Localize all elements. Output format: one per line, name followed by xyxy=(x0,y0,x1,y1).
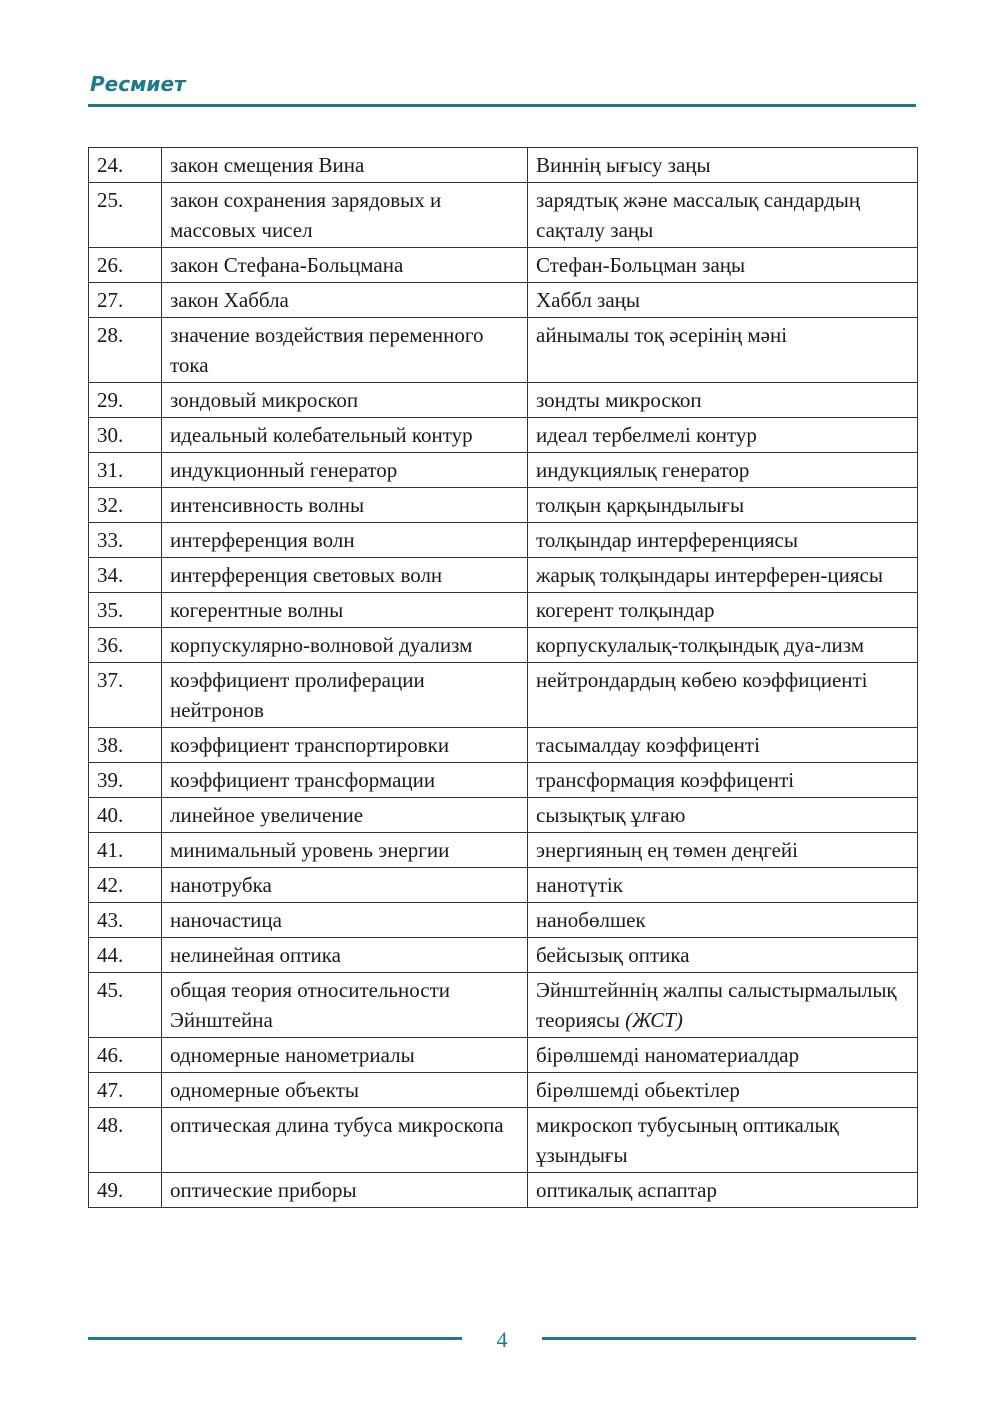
glossary-table xyxy=(88,147,918,1208)
russian-term-cell xyxy=(162,183,528,248)
kazakh-term-cell xyxy=(528,763,918,798)
row-number: 49. xyxy=(97,1178,124,1202)
kazakh-term: нейтрондардың көбею коэффициенті xyxy=(536,668,868,692)
kazakh-term: бірөлшемді наноматериалдар xyxy=(536,1043,800,1067)
table-row xyxy=(89,628,918,663)
table-row xyxy=(89,973,918,1038)
table-row xyxy=(89,318,918,383)
table-row xyxy=(89,148,918,183)
russian-term-cell xyxy=(162,318,528,383)
russian-term-cell xyxy=(162,593,528,628)
running-header-title: Ресмиет xyxy=(90,72,186,96)
russian-term-cell xyxy=(162,488,528,523)
russian-term-cell xyxy=(162,523,528,558)
row-number: 46. xyxy=(97,1043,124,1067)
table-row xyxy=(89,593,918,628)
kazakh-term-cell xyxy=(528,833,918,868)
russian-term: закон Стефана-Больцмана xyxy=(170,253,404,277)
russian-term-cell xyxy=(162,558,528,593)
row-number-cell xyxy=(89,728,162,763)
russian-term: минимальный уровень энергии xyxy=(170,838,450,862)
table-row xyxy=(89,833,918,868)
kazakh-term-cell xyxy=(528,663,918,728)
kazakh-term: корпускулалық-толқындық дуа-лизм xyxy=(536,633,865,657)
row-number-cell xyxy=(89,973,162,1038)
row-number: 39. xyxy=(97,768,124,792)
kazakh-term-cell xyxy=(528,593,918,628)
russian-term: значение воздействия переменного тока xyxy=(170,323,484,377)
kazakh-term-cell xyxy=(528,488,918,523)
row-number-cell xyxy=(89,663,162,728)
row-number: 32. xyxy=(97,493,124,517)
russian-term-cell xyxy=(162,973,528,1038)
kazakh-term-cell xyxy=(528,728,918,763)
row-number: 43. xyxy=(97,908,124,932)
glossary-table-body xyxy=(89,148,918,1208)
russian-term: корпускулярно-волновой дуализм xyxy=(170,633,473,657)
kazakh-term: зондты микроскоп xyxy=(536,388,702,412)
row-number-cell xyxy=(89,523,162,558)
russian-term: когерентные волны xyxy=(170,598,344,622)
table-row xyxy=(89,868,918,903)
russian-term: закон смещения Вина xyxy=(170,153,365,177)
kazakh-term: трансформация коэффиценті xyxy=(536,768,795,792)
row-number-cell xyxy=(89,183,162,248)
table-row xyxy=(89,903,918,938)
russian-term: коэффициент трансформации xyxy=(170,768,436,792)
table-row xyxy=(89,383,918,418)
kazakh-term: Хаббл заңы xyxy=(536,288,641,312)
table-row xyxy=(89,453,918,488)
row-number: 40. xyxy=(97,803,124,827)
table-row xyxy=(89,1038,918,1073)
row-number-cell xyxy=(89,418,162,453)
table-row xyxy=(89,938,918,973)
row-number-cell xyxy=(89,903,162,938)
row-number-cell xyxy=(89,148,162,183)
row-number: 30. xyxy=(97,423,124,447)
russian-term-cell xyxy=(162,383,528,418)
russian-term: нелинейная оптика xyxy=(170,943,341,967)
row-number: 28. xyxy=(97,323,124,347)
row-number-cell xyxy=(89,248,162,283)
kazakh-term: оптикалық аспаптар xyxy=(536,1178,718,1202)
russian-term: коэффициент транспортировки xyxy=(170,733,450,757)
kazakh-term-cell xyxy=(528,283,918,318)
kazakh-term-cell xyxy=(528,903,918,938)
row-number: 44. xyxy=(97,943,124,967)
row-number: 31. xyxy=(97,458,124,482)
kazakh-term-cell xyxy=(528,523,918,558)
row-number-cell xyxy=(89,453,162,488)
kazakh-term-cell xyxy=(528,148,918,183)
russian-term: общая теория относительности Эйнштейна xyxy=(170,978,451,1032)
row-number-cell xyxy=(89,383,162,418)
kazakh-term: нанобөлшек xyxy=(536,908,646,932)
kazakh-term: микроскоп тубусының оптикалық ұзындығы xyxy=(536,1113,839,1167)
kazakh-term-cell xyxy=(528,558,918,593)
row-number: 45. xyxy=(97,978,124,1002)
table-row xyxy=(89,1173,918,1208)
russian-term: интенсивность волны xyxy=(170,493,365,517)
kazakh-term-cell xyxy=(528,318,918,383)
table-row xyxy=(89,283,918,318)
russian-term-cell xyxy=(162,628,528,663)
row-number-cell xyxy=(89,868,162,903)
kazakh-term-cell xyxy=(528,628,918,663)
russian-term: нанотрубка xyxy=(170,873,272,897)
row-number-cell xyxy=(89,1108,162,1173)
kazakh-term: жарық толқындары интерферен-циясы xyxy=(536,563,883,587)
row-number-cell xyxy=(89,318,162,383)
table-row xyxy=(89,183,918,248)
table-row xyxy=(89,728,918,763)
kazakh-term-cell xyxy=(528,938,918,973)
row-number-cell xyxy=(89,1038,162,1073)
table-row xyxy=(89,763,918,798)
row-number: 42. xyxy=(97,873,124,897)
row-number-cell xyxy=(89,628,162,663)
russian-term-cell xyxy=(162,248,528,283)
russian-term: линейное увеличение xyxy=(170,803,364,827)
table-row xyxy=(89,558,918,593)
row-number: 47. xyxy=(97,1078,124,1102)
kazakh-term: нанотүтік xyxy=(536,873,623,897)
row-number-cell xyxy=(89,798,162,833)
kazakh-term: бірөлшемді обьектілер xyxy=(536,1078,740,1102)
russian-term-cell xyxy=(162,663,528,728)
table-row xyxy=(89,248,918,283)
row-number: 24. xyxy=(97,153,124,177)
russian-term: интерференция световых волн xyxy=(170,563,443,587)
row-number-cell xyxy=(89,558,162,593)
row-number: 26. xyxy=(97,253,124,277)
table-row xyxy=(89,798,918,833)
kazakh-term: айнымалы тоқ әсерінің мәні xyxy=(536,323,788,347)
footer-rule-right xyxy=(542,1337,916,1340)
row-number-cell xyxy=(89,763,162,798)
russian-term: закон сохранения зарядовых и массовых чисел xyxy=(170,188,442,242)
kazakh-term-cell xyxy=(528,183,918,248)
row-number: 27. xyxy=(97,288,124,312)
russian-term-cell xyxy=(162,868,528,903)
row-number-cell xyxy=(89,1073,162,1108)
kazakh-term-cell xyxy=(528,1108,918,1173)
russian-term: закон Хаббла xyxy=(170,288,289,312)
row-number-cell xyxy=(89,593,162,628)
footer-rule-left xyxy=(88,1337,462,1340)
russian-term-cell xyxy=(162,1038,528,1073)
table-row xyxy=(89,1073,918,1108)
russian-term: оптические приборы xyxy=(170,1178,357,1202)
kazakh-term-cell xyxy=(528,1173,918,1208)
russian-term: коэффициент пролиферации нейтронов xyxy=(170,668,425,722)
row-number: 33. xyxy=(97,528,124,552)
kazakh-term-cell xyxy=(528,1038,918,1073)
row-number: 25. xyxy=(97,188,124,212)
russian-term-cell xyxy=(162,148,528,183)
table-row xyxy=(89,488,918,523)
table-row xyxy=(89,523,918,558)
row-number-cell xyxy=(89,1173,162,1208)
russian-term: наночастица xyxy=(170,908,282,932)
row-number-cell xyxy=(89,488,162,523)
kazakh-term: энергияның ең төмен деңгейі xyxy=(536,838,798,862)
row-number: 36. xyxy=(97,633,124,657)
row-number: 48. xyxy=(97,1113,124,1137)
russian-term-cell xyxy=(162,938,528,973)
russian-term: зондовый микроскоп xyxy=(170,388,359,412)
row-number-cell xyxy=(89,938,162,973)
russian-term-cell xyxy=(162,903,528,938)
table-row xyxy=(89,418,918,453)
kazakh-term: бейсызық оптика xyxy=(536,943,690,967)
abbreviation: (ЖСТ) xyxy=(625,1008,683,1032)
kazakh-term-cell xyxy=(528,868,918,903)
kazakh-term-cell xyxy=(528,383,918,418)
header-rule xyxy=(88,104,916,107)
row-number: 29. xyxy=(97,388,124,412)
kazakh-term: индукциялық генератор xyxy=(536,458,750,482)
kazakh-term: зарядтық және массалық сандардың сақталу заңы xyxy=(536,188,861,242)
kazakh-term-cell xyxy=(528,973,918,1038)
kazakh-term: идеал тербелмелі контур xyxy=(536,423,757,447)
russian-term-cell xyxy=(162,1108,528,1173)
russian-term-cell xyxy=(162,833,528,868)
kazakh-term: Стефан-Больцман заңы xyxy=(536,253,746,277)
kazakh-term-cell xyxy=(528,453,918,488)
kazakh-term: толқындар интерференциясы xyxy=(536,528,798,552)
row-number-cell xyxy=(89,833,162,868)
russian-term-cell xyxy=(162,763,528,798)
table-row xyxy=(89,663,918,728)
row-number: 34. xyxy=(97,563,124,587)
row-number: 41. xyxy=(97,838,124,862)
kazakh-term: тасымалдау коэффиценті xyxy=(536,733,760,757)
kazakh-term: Виннің ығысу заңы xyxy=(536,153,711,177)
row-number: 37. xyxy=(97,668,124,692)
russian-term-cell xyxy=(162,728,528,763)
page-number: 4 xyxy=(496,1327,508,1352)
row-number-cell xyxy=(89,283,162,318)
kazakh-term: сызықтық ұлғаю xyxy=(536,803,686,827)
row-number: 38. xyxy=(97,733,124,757)
kazakh-term-cell xyxy=(528,798,918,833)
russian-term-cell xyxy=(162,1073,528,1108)
kazakh-term: Эйнштейннің жалпы салыстырмалылық теориясы xyxy=(536,978,897,1032)
kazakh-term-cell xyxy=(528,418,918,453)
russian-term: интерференция волн xyxy=(170,528,355,552)
kazakh-term: когерент толқындар xyxy=(536,598,715,622)
russian-term: одномерные объекты xyxy=(170,1078,359,1102)
russian-term: одномерные нанометриалы xyxy=(170,1043,415,1067)
russian-term-cell xyxy=(162,418,528,453)
kazakh-term-cell xyxy=(528,1073,918,1108)
russian-term-cell xyxy=(162,798,528,833)
russian-term-cell xyxy=(162,453,528,488)
russian-term-cell xyxy=(162,283,528,318)
russian-term: оптическая длина тубуса микроскопа xyxy=(170,1113,504,1137)
russian-term: идеальный колебательный контур xyxy=(170,423,473,447)
russian-term-cell xyxy=(162,1173,528,1208)
row-number: 35. xyxy=(97,598,124,622)
kazakh-term-cell xyxy=(528,248,918,283)
russian-term: индукционный генератор xyxy=(170,458,398,482)
kazakh-term: толқын қарқындылығы xyxy=(536,493,745,517)
table-row xyxy=(89,1108,918,1173)
